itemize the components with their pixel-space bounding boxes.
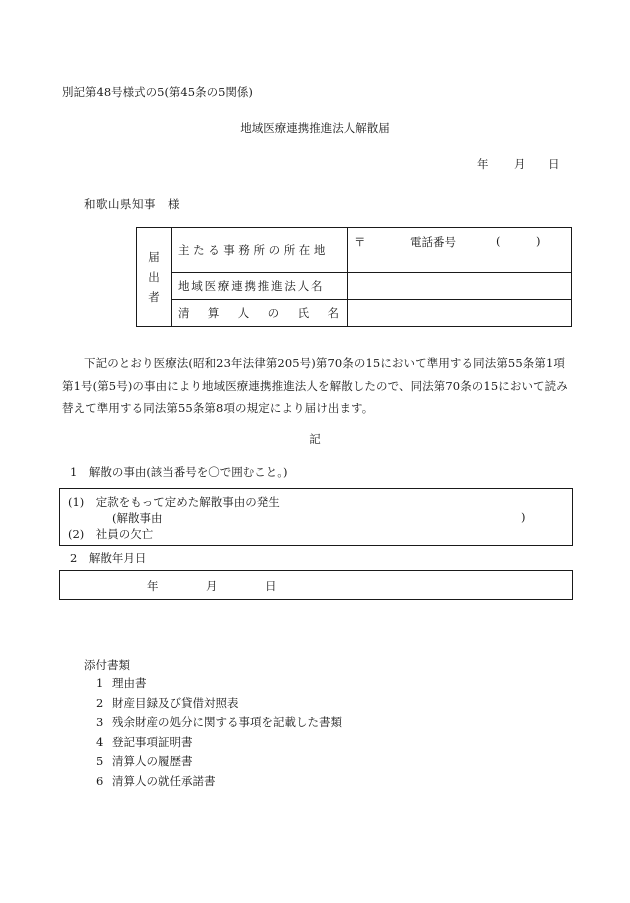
notifier-table: [136, 227, 572, 327]
dissolution-reason-box: [59, 488, 573, 546]
list-item: 5 清算人の履歴書: [96, 754, 193, 768]
dissolution-year-label: 年: [147, 579, 159, 593]
dissolution-date-box[interactable]: [59, 570, 573, 600]
liquidator-name-field[interactable]: [348, 300, 572, 327]
body-paragraph: 下記のとおり医療法(昭和23年法律第205号)第70条の15において準用する同法第55条第1項第1号(第5号)の事由により地域医療連携推進法人を解散したので、同法第70条の15において読み替えて準用する同法第55条第8項の規定により届け出ます。: [62, 356, 568, 415]
liquidator-name-label: [172, 300, 348, 327]
address-label: 主たる事務所の所在地: [172, 228, 348, 273]
attachments-title: 添付書類: [84, 658, 130, 672]
form-reference: 別記第48号様式の5(第45条の5関係): [62, 85, 253, 99]
liquidator-label-char: 人: [237, 306, 250, 320]
dissolution-month-label: 月: [206, 579, 218, 593]
ki-heading: 記: [309, 432, 321, 446]
notifier-label: [137, 228, 172, 327]
reason-item-1-detail: (解散事由: [112, 511, 163, 525]
liquidator-label-char: 算: [207, 306, 220, 320]
liquidator-label-char: の: [267, 306, 280, 320]
list-item: 3 残余財産の処分に関する事項を記載した書類: [96, 715, 342, 729]
date-year-label: 年: [477, 157, 489, 171]
section1-heading: 1 解散の事由(該当番号を〇で囲むこと。): [70, 465, 288, 479]
liquidator-label-char: 清: [178, 306, 190, 320]
section2-heading: 2 解散年月日: [70, 551, 147, 565]
list-item: 2 財産目録及び貸借対照表: [96, 695, 239, 710]
list-item: 4 登記事項証明書: [96, 734, 193, 749]
reason-item-2[interactable]: (2) 社員の欠亡: [68, 527, 154, 541]
list-item: 1 理由書: [96, 676, 147, 690]
notifier-label-char: 出: [148, 270, 160, 284]
document-title: 地域医療連携推進法人解散届: [240, 121, 390, 135]
list-item: 6 清算人の就任承諾書: [96, 773, 216, 788]
notifier-label-char: 者: [148, 290, 160, 304]
notifier-label-char: 届: [148, 250, 160, 264]
reason-item-1[interactable]: (1) 定款をもって定めた解散事由の発生: [68, 495, 280, 509]
liquidator-label-char: 氏: [297, 306, 310, 320]
date-day-label: 日: [548, 157, 560, 171]
corp-name-label: 地域医療連携推進法人名: [172, 273, 348, 300]
date-month-label: 月: [514, 157, 526, 171]
postal-mark: 〒: [354, 235, 366, 249]
dissolution-day-label: 日: [265, 579, 277, 593]
phone-label: 電話番号: [410, 235, 456, 249]
address-field[interactable]: [348, 228, 572, 273]
reason-item-1-detail-close: ): [521, 510, 526, 524]
addressee: 和歌山県知事 様: [84, 197, 180, 211]
phone-paren-open: (: [496, 234, 501, 248]
phone-paren-close: ): [536, 234, 541, 248]
corp-name-field[interactable]: [348, 273, 572, 300]
liquidator-label-char: 名: [327, 306, 339, 320]
attachments-list: [96, 674, 342, 791]
